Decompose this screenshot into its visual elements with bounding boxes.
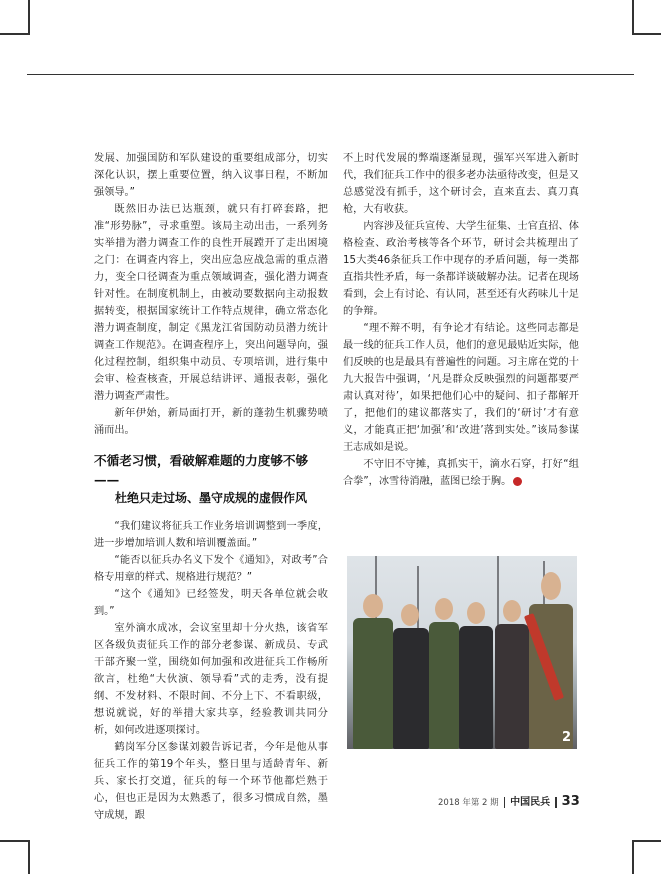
left-paragraph-3: 新年伊始，新局面打开，新的蓬勃生机骤势喷涌而出。 — [94, 408, 328, 436]
right-paragraph-2: 内容涉及征兵宣传、大学生征集、士官直招、体格检查、政治考核等各个环节，研讨会共梳理出了15大类46条征兵工作中现存的矛盾问题，每一类都直指共性矛盾，每一条都详谈破解办法。记者在现场看到，会上有讨论、有认同，甚至还有火药味儿十足的争辩。 — [343, 221, 579, 317]
header-rule — [27, 74, 634, 75]
photo-figure-head — [503, 600, 521, 622]
crop-mark-bottom-right-h — [632, 840, 661, 842]
right-paragraph-1: 不上时代发展的弊端逐渐显现，强军兴军进入新时代，我们征兵工作中的很多老办法亟待改变，但是又总感觉没有抓手，这个研讨会，直来直去、真刀真枪，大有收获。 — [343, 153, 579, 215]
crop-mark-top-left-v — [28, 0, 30, 34]
photo-figure-civilian — [459, 626, 493, 749]
right-column — [343, 150, 579, 490]
photo-figure-woman — [495, 624, 529, 749]
photo-figure-head — [363, 594, 383, 618]
article-photo — [347, 556, 577, 749]
footer-issue: 2018 年第 2 期 — [438, 798, 499, 808]
right-paragraph-4 — [343, 456, 579, 490]
crop-mark-top-left-h — [0, 33, 30, 35]
section-heading-line-1: 不循老习惯，看破解难题的力度够不够—— — [94, 453, 309, 487]
photo-figure-head — [467, 602, 485, 624]
end-of-article-icon — [513, 477, 522, 486]
photo-number: 2 — [561, 730, 571, 745]
section-heading-line-2: 杜绝只走过场、墨守成规的虚假作风 — [114, 491, 307, 505]
footer-magazine-title: 中国民兵 — [510, 797, 551, 808]
left-paragraph-2: 既然旧办法已达瓶颈，就只有打碎套路，把准“形势脉”，寻求重塑。该局主动出击，一系列务实举措为潜力调查工作的良性开展蹚开了走出困境之门：在调查内容上，突出应急应战急需的重点潜力，变全口径调查为重点领域调查，强化潜力调查针对性。在制度机制上，由被动要数据向主动报数据转变，根据国家统计工作特点规律，确立常态化潜力调查制度，制定《黑龙江省国防动员潜力统计调查工作规范》。在调查程序上，突出问题导向，强化过程控制，组织集中动员、专项培训，进行集中会审、检查核查，开展总结讲评、通报表彰，强化潜力调查严肃性。 — [94, 204, 328, 402]
left-paragraph-6: “这个《通知》已经签发，明天各单位就会收到。” — [94, 589, 328, 617]
photo-figure-head — [401, 604, 419, 626]
crop-mark-top-right-v — [632, 0, 634, 34]
crop-mark-bottom-left-v — [28, 840, 30, 874]
photo-figure-head — [541, 572, 561, 600]
left-column — [94, 150, 328, 824]
left-paragraph-8: 鹤岗军分区参谋刘毅告诉记者，今年是他从事征兵工作的第19个年头，整日里与适龄青年、新兵、家长打交道，征兵的每一个环节他都烂熟于心，但也正是因为太熟悉了，很多习惯成自然，墨守成规，跟 — [94, 742, 328, 821]
left-paragraph-5: “能否以征兵办名义下发个《通知》，对政考”合格专用章的样式、规格进行规范？” — [94, 555, 328, 583]
photo-figure-officer — [353, 618, 393, 749]
left-paragraph-1: 发展、加强国防和军队建设的重要组成部分，切实深化认识，摆上重要位置，纳入议事日程，不断加强领导。” — [94, 153, 328, 198]
photo-figure-soldier — [429, 622, 459, 749]
crop-mark-bottom-left-h — [0, 840, 30, 842]
photo-figure-civilian — [393, 628, 429, 749]
right-paragraph-3: “理不辩不明，有争论才有结论。这些同志都是最一线的征兵工作人员，他们的意见最贴近实际，他们反映的也是最具有普遍性的问题。习主席在党的十九大报告中强调，‘凡是群众反映强烈的问题都要严肃认真对待’，如果把他们心中的疑问、扣子都解开了，把他们的建议都落实了，我们的‘研讨’才有意义，才能真正把‘加强’和‘改进’落到实处。”该局参谋王志成如是说。 — [343, 323, 579, 453]
crop-mark-bottom-right-v — [632, 840, 634, 874]
right-paragraph-4-text: 不守旧不守摊，真抓实干，滴水石穿，打好“组合拳”，冰雪待消融，蓝图已绘于胸。 — [343, 459, 579, 487]
section-heading — [94, 451, 328, 508]
crop-mark-top-right-h — [632, 33, 661, 35]
left-paragraph-4: “我们建议将征兵工作业务培训调整到一季度，进一步增加培训人数和培训覆盖面。” — [94, 521, 328, 549]
page-footer — [438, 794, 598, 810]
footer-separator — [555, 797, 557, 808]
photo-figure-head — [435, 598, 453, 620]
footer-page-number: 33 — [561, 794, 580, 809]
footer-separator — [504, 797, 506, 808]
left-paragraph-7: 室外滴水成冰，会议室里却十分火热，该省军区各级负责征兵工作的部分老参谋、新成员、专武干部齐聚一堂，围绕如何加强和改进征兵工作畅所欲言，杜绝“大伙演、领导看”式的走秀，没有提纲、不发材料、不限时间、不分上下、不看职级，想说就说，好的举措大家共享，经验教训共同分析，如何改进逐项探讨。 — [94, 623, 328, 736]
